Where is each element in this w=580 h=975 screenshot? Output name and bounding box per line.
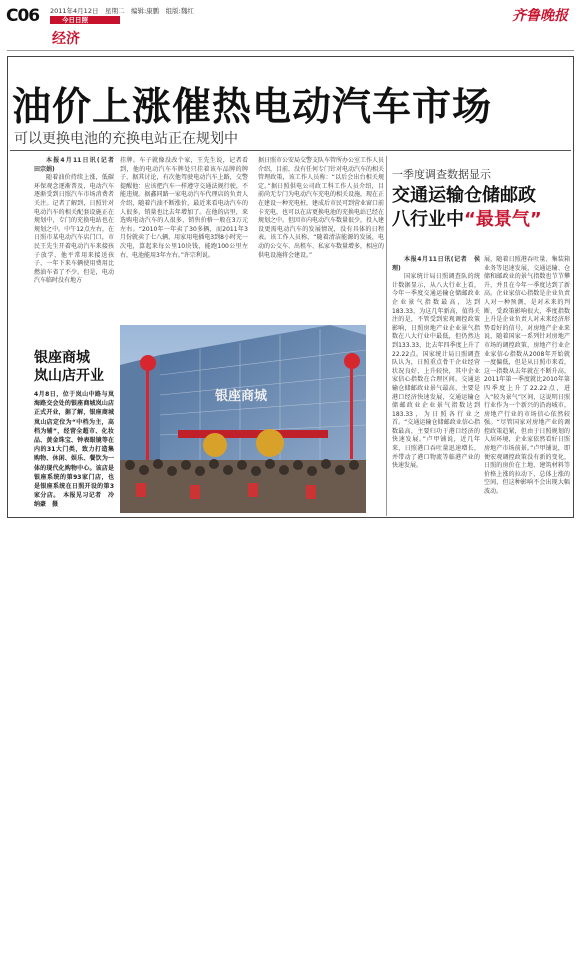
side-headline-line-2 — [392, 208, 572, 232]
section-title: 经济 — [52, 31, 80, 47]
main-subheadline: 可以更换电池的充换电站正在规划中 — [14, 131, 238, 147]
main-story-text-2: 挂牌。车子就像没改个家，王先生说，记者看到，他的电动汽车车牌处只挂着该车品牌的牌子，据其讨论，有次他驾驶电动汽车上路，交警提醒他：应该把汽车一样遵守交通法规行驶，不能违规。据鑫同路一家电动汽车代理店的负责人介绍，随着汽油不断涨价，最近来看电动汽车的人很多，销量也比去年增加了。在他的店里，来选购电动汽车的人很多，销售价格一般在3万元左右。“2010年一年卖了30多辆，而2011年3月份就卖了七八辆，用家用电插电3到8小时充一次电，算起来每公里10块钱，能跑100公里左右，电池能用3年左右。”许宗利说。 — [120, 157, 248, 259]
side-story-kicker: 一季度调查数据显示 — [392, 168, 491, 181]
photo-title-line-2: 岚山店开业 — [34, 368, 104, 384]
store-opening-photo — [120, 325, 366, 513]
header-divider — [7, 50, 574, 51]
headline-divider — [10, 150, 571, 151]
main-byline: 本报4月11日讯(记者 田宗娟) — [34, 157, 121, 173]
main-story-column-3 — [258, 157, 384, 319]
photo-caption: 4月8日，位于岚山中路与岚海路交会处的银座商城岚山店正式开业，据了解，银座商城岚山店定位为“中档为主，高档为辅”，经营全超市、化妆品、黄金珠宝、钟表眼镜等在内的31大门类，致力打造集购物、休闲、娱乐、餐饮为一体的现代化购物中心。该店是银座系统的第93家门店，也是银座系统在日照开设的第3家分店。 本报见习记者 冷纳豪 摄 — [34, 391, 114, 509]
side-story-text-2: 展，随着日照港吞吐量、集装箱业务等迅速发展，交通运输、仓储和邮政业的景气指数也节节攀升，并且在今年一季度达到了新高。企业家信心指数是企业负责人对一种预测，是对未来的判断，受政策影响很大，季度指数上升是企业负责人对未来经济形势看好的信号，对房地产企业来说，随着国家一系列针对房地产市场的调控政策，房地产行业企业家信心指数从2008年开始就一度偏低，但是从日照市来看，这一指数从去年就在不断升高，2011年第一季度就比2010年第四季度上升了22.22点，进入“较为景气”区间，这说明日照行业作为一个新兴的沿海城市，房地产行业的市场信心依然较强。“尽管国家对房地产业的调控政策趋紧，但由于日照规划的人居环境，企业家依然看好日照房地产市场前景。”卢甲铺说，即便宏观调控政策没有新的变化，日照的房价在土地、建筑材料等价格上涨的拉动下，总体上涨的空间，但这种影响不会出现大幅波动。 — [484, 256, 570, 496]
side-story-headline — [392, 184, 572, 232]
main-story-column-1 — [34, 157, 121, 319]
column-divider — [386, 156, 387, 516]
page-number: C06 — [6, 6, 40, 26]
side-story-column-2 — [484, 256, 570, 512]
side-byline: 本报4月11日讯(记者 侯理) — [392, 256, 480, 272]
side-headline-quote: “最景气” — [464, 209, 542, 230]
side-story-column-1 — [392, 256, 480, 512]
main-story-text-1: 随着油价持续上涨，低碳环保观念逐渐普及，电动汽车逐渐受到日照汽车市场消费者关注。记者了解到，日照针对电动汽车的相关配套设施正在规划中，专门的充换电站也在规划之中。中午12点左右，在日照市某电动汽车店门口，市民王先生开着电动汽车来接孩子放学，他平常用来接送孩子，一年下来车辆使用费用比燃油车省了不少。但是，电动汽车临时没有地方 — [34, 174, 114, 285]
side-story-text-1: 国家统计局日照调查队的统计数据显示，从八大行业上看，今年一季度交通运输仓储邮政业企业景气指数最高，达到183.33，为这几年新高，值得关注的是，不管受到宏观调控政策影响，日照房地产业企业景气指数在八大行业中最低，但仍然达到133.33，比去年四季度上升了22.22点。国家统计局日照调查队认为，日照重点骨干企业经营状况良好，上升较快，其中企业家信心指数在合理区间。交通运输仓储邮政业景气最高，主要是港口经济快速发展，交通运输仓储邮政业企业景气指数达到183.33，为日照各行业之首。“交通运输仓储邮政业信心指数最高，主要归功于港口经济的快速发展。”卢甲铺说，近几年来，日照港口吞吐量迅速增长，并带动了港口物流等临港产业的快速发展。 — [392, 273, 480, 470]
storefront-sign: 银座商城 — [215, 389, 268, 404]
section-banner: 今日日照 — [50, 16, 120, 24]
side-headline-line-1: 交通运输仓储邮政 — [392, 185, 536, 206]
main-story-text-3: 据日照市公安局交警支队车管所办公室工作人员介绍，目前，没有任何专门针对电动汽车的相关管理政策，该工作人员称：“以后会出台相关规定。”据日照供电公司政工科工作人员介绍，目前尚无专门为电动汽车充电的相关设施，现在正在建设一种充电桩，建成后市民可到营业窗口前卡充电，也可以在店更换电池的充换电站已经在规划之中。但因市内电动汽车数量很少，投入建设更需电动汽车的发展情况，没有具体的日程表。该工作人员称，“随着清洁能源的发展，电动的公交车、出租车、私家车数量增多，相应的供电设施将会建设。” — [258, 157, 385, 259]
photo-title-line-1: 银座商城 — [34, 350, 90, 366]
main-headline: 油价上涨催热电动汽车市场 — [12, 85, 493, 130]
photo-story-title — [34, 349, 114, 385]
side-headline-line-2-text: 八行业中 — [392, 209, 464, 230]
newspaper-logo: 齐鲁晚报 — [512, 8, 568, 24]
issue-date-line: 2011年4月12日 星期二 编辑:康鹏 组版:魏红 — [50, 7, 194, 15]
main-story-column-2 — [120, 157, 248, 319]
